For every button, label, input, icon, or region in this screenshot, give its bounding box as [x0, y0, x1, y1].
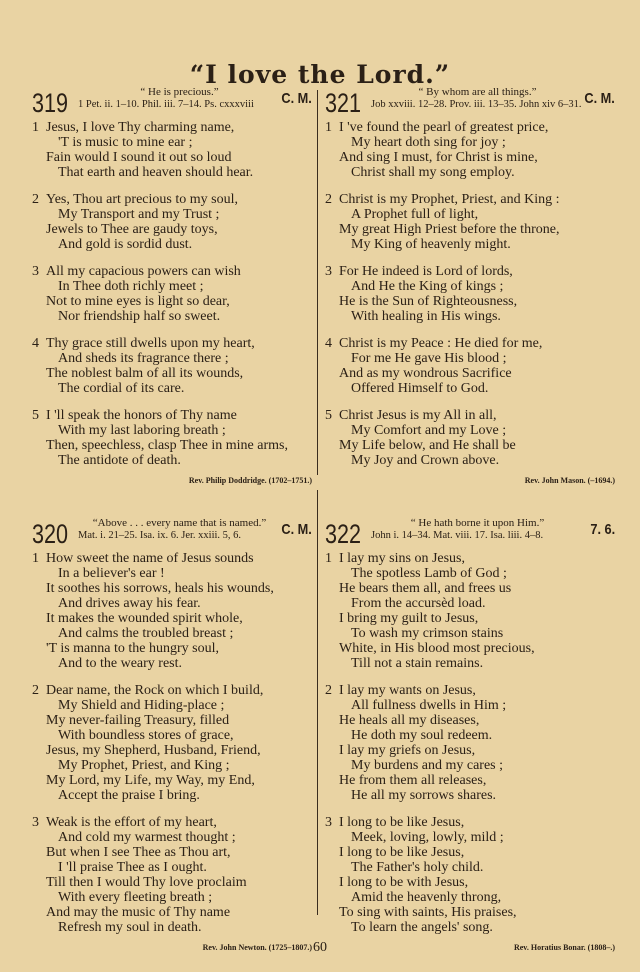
verse-line-text: Yes, Thou art precious to my soul,	[46, 192, 238, 207]
verse-line	[32, 728, 312, 743]
verse-number: 1	[32, 120, 39, 135]
verse-line-text: Then, speechless, clasp Thee in mine arms,	[46, 438, 288, 453]
verse-line	[325, 150, 615, 165]
verse-number: 2	[325, 192, 332, 207]
hymn-author: Rev. John Newton. (1725–1807.)	[202, 943, 312, 952]
verse-line-text: I long to be like Jesus,	[339, 815, 465, 830]
verse-line-text: And may the music of Thy name	[46, 905, 231, 920]
verse	[325, 120, 615, 180]
verse-line	[325, 728, 615, 743]
verse-line	[32, 150, 312, 165]
hymn-321	[325, 86, 615, 485]
hymn-author: Rev. Horatius Bonar. (1808–.)	[513, 943, 615, 952]
verse-line-text: But when I see Thee as Thou art,	[46, 845, 231, 860]
verse-line	[32, 120, 312, 135]
verse-line	[32, 845, 312, 860]
column-divider	[317, 490, 318, 915]
verse-line-text: And drives away his fear.	[58, 596, 201, 611]
verse-line	[32, 309, 312, 324]
verse-line	[32, 294, 312, 309]
hymn-322	[325, 517, 615, 952]
verse-line-text: Jesus, my Shepherd, Husband, Friend,	[46, 743, 261, 758]
verse-line-text: My Life below, and He shall be	[339, 438, 516, 453]
verse-line	[325, 683, 615, 698]
verse	[32, 264, 312, 324]
verse-line-text: To wash my crimson stains	[351, 626, 504, 641]
verse-line	[325, 596, 615, 611]
verse-line	[325, 336, 615, 351]
verse-line-text: With healing in His wings.	[351, 309, 501, 324]
verse-line	[325, 566, 615, 581]
verse-line-text: All my capacious powers can wish	[46, 264, 241, 279]
verse-line	[32, 408, 312, 423]
verse-line-text: The cordial of its care.	[58, 381, 185, 396]
verse-number: 1	[32, 551, 39, 566]
verse-line-text: I lay my wants on Jesus,	[339, 683, 476, 698]
verse-line	[325, 351, 615, 366]
verse-line-text: Meek, loving, lowly, mild ;	[351, 830, 504, 845]
verse-line-text: He all my sorrows shares.	[351, 788, 497, 803]
verse-number: 3	[32, 815, 39, 830]
verse-line	[325, 165, 615, 180]
verse-line	[32, 758, 312, 773]
verse-line	[325, 875, 615, 890]
verse	[325, 264, 615, 324]
verse-line	[32, 683, 312, 698]
verse-line-text: My great High Priest before the throne,	[339, 222, 560, 237]
hymn-header	[32, 517, 312, 551]
verse-line-text: I long to be like Jesus,	[339, 845, 465, 860]
verse-line-text: My Prophet, Priest, and King ;	[58, 758, 230, 773]
hymn-meter: 7. 6.	[590, 521, 615, 538]
verse-line	[32, 830, 312, 845]
verse-line	[325, 222, 615, 237]
verse-line-text: I bring my guilt to Jesus,	[339, 611, 479, 626]
verse-line-text: It makes the wounded spirit whole,	[46, 611, 243, 626]
verse-line	[32, 581, 312, 596]
verse-line-text: He from them all releases,	[339, 773, 487, 788]
verse-line	[325, 408, 615, 423]
verse-number: 4	[325, 336, 332, 351]
verse-line	[325, 309, 615, 324]
verse-line	[325, 135, 615, 150]
hymn-title: “ He is precious.”	[140, 86, 219, 98]
verse-line	[32, 551, 312, 566]
verse-line-text: And calms the troubled breast ;	[58, 626, 234, 641]
verse-line	[325, 773, 615, 788]
verse	[325, 192, 615, 252]
verse	[32, 408, 312, 468]
verse-line	[325, 656, 615, 671]
verse-line	[32, 438, 312, 453]
scripture-references: John i. 14–34. Mat. viii. 17. Isa. liii. 4–8.	[371, 530, 544, 541]
verse-line	[32, 381, 312, 396]
verse-number: 1	[325, 551, 332, 566]
verse-line	[32, 905, 312, 920]
verse-line	[325, 611, 615, 626]
verse-line-text: The noblest balm of all its wounds,	[46, 366, 244, 381]
hymn-author: Rev. John Mason. (–1694.)	[524, 476, 615, 485]
verse-line-text: Amid the heavenly throng,	[351, 890, 502, 905]
hymn-meter: C. M.	[584, 90, 615, 107]
verse-line-text: It soothes his sorrows, heals his wounds,	[46, 581, 274, 596]
verse-number: 3	[325, 815, 332, 830]
verse-line	[32, 890, 312, 905]
hymn-number: 321	[325, 88, 362, 118]
verse	[32, 192, 312, 252]
verse-line	[32, 423, 312, 438]
hymn-meter: C. M.	[281, 90, 312, 107]
verse-line	[32, 641, 312, 656]
verse-line	[32, 192, 312, 207]
verse-line	[325, 743, 615, 758]
verse-line-text: From the accursèd load.	[351, 596, 486, 611]
page-number: 60	[313, 940, 327, 955]
verse-line-text: Christ shall my song employ.	[351, 165, 515, 180]
verse-line	[32, 920, 312, 935]
verse-line	[32, 596, 312, 611]
verse-line-text: For He indeed is Lord of lords,	[339, 264, 513, 279]
verse-line	[325, 279, 615, 294]
verse-line	[32, 815, 312, 830]
verse-line-text: For me He gave His blood ;	[351, 351, 507, 366]
hymn-header	[32, 86, 312, 120]
verse-line-text: And He the King of kings ;	[351, 279, 504, 294]
verse-number: 2	[32, 683, 39, 698]
hymn-header	[325, 86, 615, 120]
verse-line	[32, 743, 312, 758]
verse-line-text: My Joy and Crown above.	[351, 453, 500, 468]
verse-line	[32, 656, 312, 671]
verse-line	[32, 611, 312, 626]
verse-line	[325, 788, 615, 803]
verse-line	[32, 336, 312, 351]
verse-line-text: I 've found the pearl of greatest price,	[339, 120, 549, 135]
verse-line	[32, 698, 312, 713]
verse-line	[325, 920, 615, 935]
verse-line	[325, 423, 615, 438]
verse-line-text: With boundless stores of grace,	[58, 728, 234, 743]
verse-line-text: He bears them all, and frees us	[339, 581, 512, 596]
verse-line	[325, 830, 615, 845]
verse-line	[325, 581, 615, 596]
verse-line-text: I lay my sins on Jesus,	[339, 551, 465, 566]
verse-line-text: That earth and heaven should hear.	[58, 165, 254, 180]
verse-line-text: Till then I would Thy love proclaim	[46, 875, 247, 890]
verse-line	[325, 207, 615, 222]
verse-line	[325, 626, 615, 641]
verse-line-text: He heals all my diseases,	[339, 713, 480, 728]
verse-line	[325, 758, 615, 773]
verse-line	[32, 207, 312, 222]
verse-line	[325, 890, 615, 905]
verse-line-text: Nor friendship half so sweet.	[58, 309, 221, 324]
hymn-number: 319	[32, 88, 69, 118]
verse-line	[325, 438, 615, 453]
verse-number: 1	[325, 120, 332, 135]
hymn-title: “Above . . . every name that is named.”	[92, 517, 267, 529]
verse-line	[32, 875, 312, 890]
verse-line	[32, 788, 312, 803]
verse-line-text: Refresh my soul in death.	[58, 920, 202, 935]
verse-line-text: 'T is music to mine ear ;	[58, 135, 193, 150]
page-title: “I love the Lord.”	[189, 60, 451, 89]
verse-line	[325, 698, 615, 713]
verse-line-text: The antidote of death.	[58, 453, 181, 468]
verse-line	[325, 551, 615, 566]
verse-line	[32, 237, 312, 252]
verse-number: 5	[32, 408, 39, 423]
verse	[32, 336, 312, 396]
verse	[325, 815, 615, 935]
verse-line	[325, 120, 615, 135]
verse	[325, 336, 615, 396]
verse-line	[325, 815, 615, 830]
verse-number: 4	[32, 336, 39, 351]
scripture-references: Job xxviii. 12–28. Prov. iii. 13–35. John xiv 6–31.	[371, 99, 582, 110]
hymn-title: “ By whom are all things.”	[418, 86, 537, 98]
verse-line	[32, 165, 312, 180]
verse-line	[325, 641, 615, 656]
column-divider	[317, 90, 318, 475]
hymn-number: 320	[32, 519, 69, 549]
verse-line	[32, 626, 312, 641]
verse-line	[32, 366, 312, 381]
verse-number: 2	[325, 683, 332, 698]
verse-line-text: I 'll speak the honors of Thy name	[46, 408, 237, 423]
hymn-319	[32, 86, 312, 485]
verse-line-text: Christ Jesus is my All in all,	[339, 408, 497, 423]
verse-line	[32, 135, 312, 150]
verse-line	[325, 905, 615, 920]
verse-line-text: To sing with saints, His praises,	[339, 905, 517, 920]
verse-line	[32, 566, 312, 581]
verse-line-text: Fain would I sound it out so loud	[46, 150, 232, 165]
verse-line-text: With my last laboring breath ;	[58, 423, 226, 438]
verse	[32, 815, 312, 935]
verse-line-text: In Thee doth richly meet ;	[58, 279, 204, 294]
verse-line	[325, 264, 615, 279]
verse-line-text: My heart doth sing for joy ;	[351, 135, 506, 150]
verse-line-text: My Lord, my Life, my Way, my End,	[46, 773, 255, 788]
verse-line-text: And as my wondrous Sacrifice	[339, 366, 512, 381]
verse-number: 5	[325, 408, 332, 423]
verse-line-text: And sing I must, for Christ is mine,	[339, 150, 538, 165]
verse-line-text: Weak is the effort of my heart,	[46, 815, 217, 830]
verse-line	[325, 713, 615, 728]
verse-line	[325, 381, 615, 396]
verse	[325, 683, 615, 803]
verse	[32, 120, 312, 180]
verse-line-text: Christ is my Peace : He died for me,	[339, 336, 543, 351]
verse-line-text: My burdens and my cares ;	[351, 758, 504, 773]
verse-line	[32, 279, 312, 294]
verse-line-text: The Father's holy child.	[351, 860, 484, 875]
hymn-number: 322	[325, 519, 362, 549]
verse-line-text: My Transport and my Trust ;	[58, 207, 220, 222]
verse-line	[32, 351, 312, 366]
verse-line-text: Offered Himself to God.	[351, 381, 489, 396]
hymn-320	[32, 517, 312, 952]
verse-line	[32, 773, 312, 788]
verse-line-text: Till not a stain remains.	[351, 656, 484, 671]
verse-line-text: Christ is my Prophet, Priest, and King :	[339, 192, 560, 207]
verse-number: 3	[32, 264, 39, 279]
scripture-references: 1 Pet. ii. 1–10. Phil. iii. 7–14. Ps. cxxxviii	[78, 99, 254, 110]
verse-line-text: To learn the angels' song.	[351, 920, 493, 935]
verse-line-text: Dear name, the Rock on which I build,	[46, 683, 264, 698]
verse-line	[32, 713, 312, 728]
verse-line-text: My Comfort and my Love ;	[351, 423, 507, 438]
verse	[325, 551, 615, 671]
verse-line-text: 'T is manna to the hungry soul,	[46, 641, 219, 656]
verse-line-text: Not to mine eyes is light so dear,	[46, 294, 230, 309]
verse-line	[325, 366, 615, 381]
verse-line-text: The spotless Lamb of God ;	[351, 566, 507, 581]
verse-line	[325, 294, 615, 309]
verse-line	[32, 860, 312, 875]
verse-line-text: Accept the praise I bring.	[58, 788, 200, 803]
verse-line-text: White, in His blood most precious,	[339, 641, 535, 656]
verse-line-text: He doth my soul redeem.	[351, 728, 493, 743]
verse-line-text: My King of heavenly might.	[351, 237, 511, 252]
verse-line-text: With every fleeting breath ;	[58, 890, 213, 905]
verse-number: 3	[325, 264, 332, 279]
verse-line-text: In a believer's ear !	[58, 566, 165, 581]
verse-line-text: He is the Sun of Righteousness,	[339, 294, 518, 309]
verse	[32, 683, 312, 803]
verse-line-text: All fullness dwells in Him ;	[351, 698, 507, 713]
verse-line-text: And sheds its fragrance there ;	[58, 351, 229, 366]
verse-line-text: I lay my griefs on Jesus,	[339, 743, 476, 758]
verse-line-text: And cold my warmest thought ;	[58, 830, 236, 845]
verse	[32, 551, 312, 671]
verse	[325, 408, 615, 468]
hymn-meter: C. M.	[281, 521, 312, 538]
verse-line-text: My never-failing Treasury, filled	[46, 713, 230, 728]
verse-line	[325, 453, 615, 468]
verse-line	[325, 192, 615, 207]
verse-line-text: I long to be with Jesus,	[339, 875, 469, 890]
verse-line	[325, 860, 615, 875]
verse-line-text: Jewels to Thee are gaudy toys,	[46, 222, 218, 237]
hymn-title: “ He hath borne it upon Him.”	[410, 517, 545, 529]
verse-number: 2	[32, 192, 39, 207]
verse-line-text: How sweet the name of Jesus sounds	[46, 551, 254, 566]
hymn-author: Rev. Philip Doddridge. (1702–1751.)	[188, 476, 312, 485]
verse-line-text: And gold is sordid dust.	[58, 237, 193, 252]
scripture-references: Mat. i. 21–25. Isa. ix. 6. Jer. xxiii. 5, 6.	[78, 530, 242, 541]
verse-line-text: A Prophet full of light,	[351, 207, 479, 222]
verse-line	[32, 222, 312, 237]
hymn-header	[325, 517, 615, 551]
verse-line-text: Thy grace still dwells upon my heart,	[46, 336, 255, 351]
verse-line	[325, 845, 615, 860]
verse-line-text: Jesus, I love Thy charming name,	[46, 120, 235, 135]
verse-line	[325, 237, 615, 252]
verse-line-text: My Shield and Hiding-place ;	[58, 698, 225, 713]
verse-line	[32, 264, 312, 279]
verse-line	[32, 453, 312, 468]
verse-line-text: And to the weary rest.	[58, 656, 183, 671]
verse-line-text: I 'll praise Thee as I ought.	[58, 860, 207, 875]
